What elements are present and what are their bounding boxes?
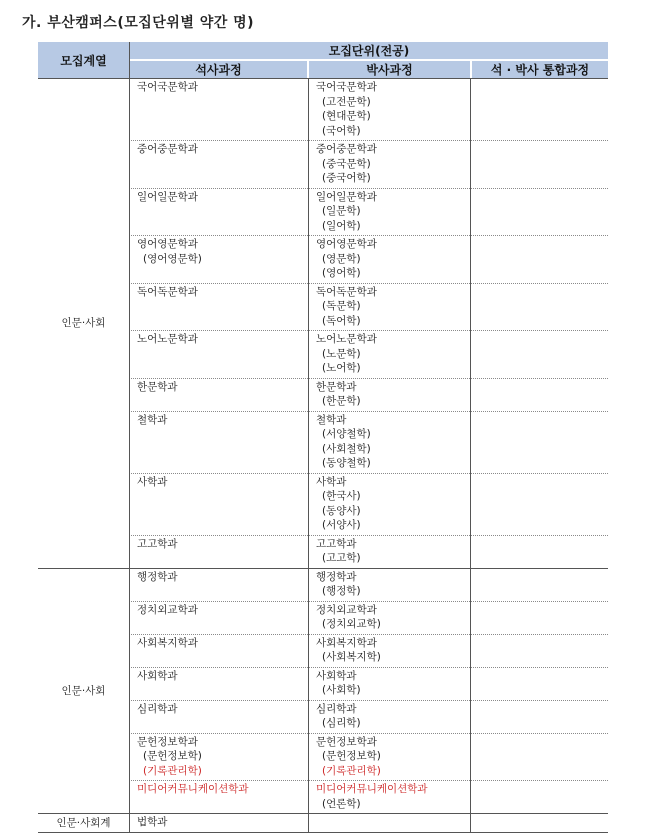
- master-line: 노어노문학과: [137, 333, 198, 345]
- master-line: 정치외교학과: [137, 603, 198, 616]
- master-line: 고고학과: [137, 537, 178, 550]
- doctor-cell: [316, 285, 377, 329]
- field-cell: 인문·사회계: [56, 816, 111, 829]
- master-cell: [137, 475, 167, 490]
- master-line: (영어영문학): [143, 252, 202, 265]
- row-divider: [129, 140, 608, 141]
- doctor-line: (독어학): [322, 314, 361, 327]
- admission-table: [38, 42, 608, 833]
- doctor-line: (동양철학): [322, 457, 371, 469]
- doctor-line: (노문학): [322, 347, 361, 360]
- master-cell: [137, 285, 198, 300]
- master-line: 사회복지학과: [137, 636, 198, 649]
- doctor-line: (노어학): [322, 362, 361, 374]
- row-divider: [129, 235, 608, 236]
- header-doctor: 박사과정: [309, 61, 470, 78]
- doctor-line: 영어영문학과: [316, 238, 377, 250]
- doctor-line: (한문학): [322, 395, 361, 407]
- doctor-line: (심리학): [322, 717, 361, 729]
- doctor-line: 일어일문학과: [316, 190, 377, 203]
- doctor-line: (국어학): [322, 124, 361, 137]
- doctor-line: 철학과: [316, 413, 347, 426]
- doctor-line: (한국사): [322, 490, 361, 502]
- master-line: 독어독문학과: [137, 285, 198, 298]
- doctor-line: 국어국문학과: [316, 81, 377, 93]
- doctor-cell: [316, 570, 361, 599]
- doctor-line: (일어학): [322, 219, 361, 232]
- doctor-line: (문헌정보학): [322, 750, 381, 762]
- doctor-cell: [316, 237, 377, 281]
- doctor-cell: [316, 702, 361, 731]
- master-cell: [137, 537, 178, 552]
- master-line: 사학과: [137, 475, 168, 488]
- header-field: 모집계열: [38, 42, 129, 78]
- row-divider: [129, 634, 608, 635]
- row-divider: [129, 188, 608, 189]
- page-heading: 가. 부산캠퍼스(모집단위별 약간 명): [22, 15, 255, 31]
- doctor-line: 정치외교학과: [316, 603, 377, 616]
- doctor-cell: [316, 80, 377, 138]
- master-cell: [137, 80, 198, 95]
- row-divider: [129, 601, 608, 602]
- section-rule: [38, 832, 608, 833]
- master-line: 국어국문학과: [137, 81, 198, 93]
- row-divider: [129, 330, 608, 331]
- master-line: 미디어커뮤니케이션학과: [137, 783, 249, 795]
- doctor-line: (사회철학): [322, 442, 371, 455]
- master-cell: [137, 603, 198, 618]
- master-cell: [137, 669, 178, 684]
- master-cell: [137, 570, 178, 585]
- doctor-cell: [316, 669, 361, 698]
- doctor-line: (서양사): [322, 519, 361, 531]
- doctor-cell: [316, 413, 371, 471]
- doctor-cell: [316, 142, 377, 186]
- row-divider: [129, 283, 608, 284]
- master-line: 한문학과: [137, 380, 178, 393]
- doctor-line: (영문학): [322, 252, 361, 265]
- doctor-line: 사학과: [316, 475, 347, 488]
- doctor-line: (현대문학): [322, 110, 371, 122]
- column-rule: [129, 42, 130, 832]
- doctor-line: (정치외교학): [322, 618, 381, 630]
- doctor-line: (언론학): [322, 797, 361, 810]
- header-unit: 모집단위(전공): [130, 42, 608, 59]
- doctor-cell: [316, 735, 381, 779]
- master-cell: [137, 413, 167, 428]
- master-line: 심리학과: [137, 702, 178, 715]
- row-divider: [129, 700, 608, 701]
- master-line: 중어중문학과: [137, 143, 198, 155]
- doctor-cell: [316, 636, 381, 665]
- master-line: (문헌정보학): [143, 750, 202, 762]
- master-cell: [137, 702, 178, 717]
- doctor-line: (독문학): [322, 300, 361, 312]
- doctor-line: (중국어학): [322, 172, 371, 184]
- doctor-line: (사회학): [322, 684, 361, 696]
- doctor-cell: [316, 190, 377, 234]
- doctor-line: 독어독문학과: [316, 285, 377, 298]
- doctor-cell: [316, 782, 428, 811]
- header-master: 석사과정: [130, 61, 307, 78]
- row-divider: [129, 411, 608, 412]
- master-cell: [137, 190, 198, 205]
- row-divider: [129, 667, 608, 668]
- doctor-line: 중어중문학과: [316, 143, 377, 155]
- master-line: 철학과: [137, 413, 168, 426]
- master-line: (기록관리학): [143, 764, 202, 777]
- field-cell: 인문·사회: [61, 684, 106, 697]
- master-cell: [137, 237, 202, 266]
- master-line: 사회학과: [137, 669, 178, 682]
- doctor-cell: [316, 332, 377, 376]
- doctor-line: 사회복지학과: [316, 636, 377, 649]
- doctor-line: (동양사): [322, 504, 361, 517]
- master-line: 문헌정보학과: [137, 735, 198, 748]
- doctor-cell: [316, 475, 361, 533]
- master-cell: [137, 815, 167, 830]
- master-cell: [137, 332, 198, 347]
- header-integrated: 석 · 박사 통합과정: [472, 61, 608, 78]
- row-divider: [129, 535, 608, 536]
- doctor-line: (행정학): [322, 585, 361, 597]
- row-divider: [129, 733, 608, 734]
- row-divider: [129, 378, 608, 379]
- master-line: 행정학과: [137, 570, 178, 583]
- doctor-line: (고고학): [322, 552, 361, 564]
- doctor-line: (일문학): [322, 205, 361, 217]
- column-rule: [308, 78, 309, 832]
- master-cell: [137, 142, 198, 157]
- doctor-line: 문헌정보학과: [316, 735, 377, 748]
- master-cell: [137, 380, 178, 395]
- doctor-line: 노어노문학과: [316, 333, 377, 345]
- doctor-line: 한문학과: [316, 380, 357, 393]
- doctor-cell: [316, 603, 381, 632]
- doctor-cell: [316, 380, 361, 409]
- column-rule: [470, 78, 471, 832]
- doctor-line: (사회복지학): [322, 651, 381, 663]
- master-line: 일어일문학과: [137, 190, 198, 203]
- row-divider: [129, 473, 608, 474]
- doctor-line: (서양철학): [322, 428, 371, 440]
- master-line: 영어영문학과: [137, 238, 198, 250]
- master-cell: [137, 636, 198, 651]
- doctor-line: (고전문학): [322, 95, 371, 108]
- field-cell: 인문·사회: [61, 317, 106, 330]
- doctor-line: 행정학과: [316, 570, 357, 583]
- doctor-line: (중국문학): [322, 157, 371, 170]
- master-cell: [137, 735, 202, 779]
- doctor-line: 사회학과: [316, 669, 357, 682]
- doctor-line: (기록관리학): [322, 764, 381, 777]
- row-divider: [129, 780, 608, 781]
- doctor-line: 고고학과: [316, 537, 357, 550]
- master-cell: [137, 782, 249, 797]
- doctor-cell: [316, 537, 361, 566]
- doctor-line: (영어학): [322, 267, 361, 279]
- master-line: 법학과: [137, 816, 168, 828]
- doctor-line: 심리학과: [316, 702, 357, 715]
- doctor-line: 미디어커뮤니케이션학과: [316, 783, 428, 795]
